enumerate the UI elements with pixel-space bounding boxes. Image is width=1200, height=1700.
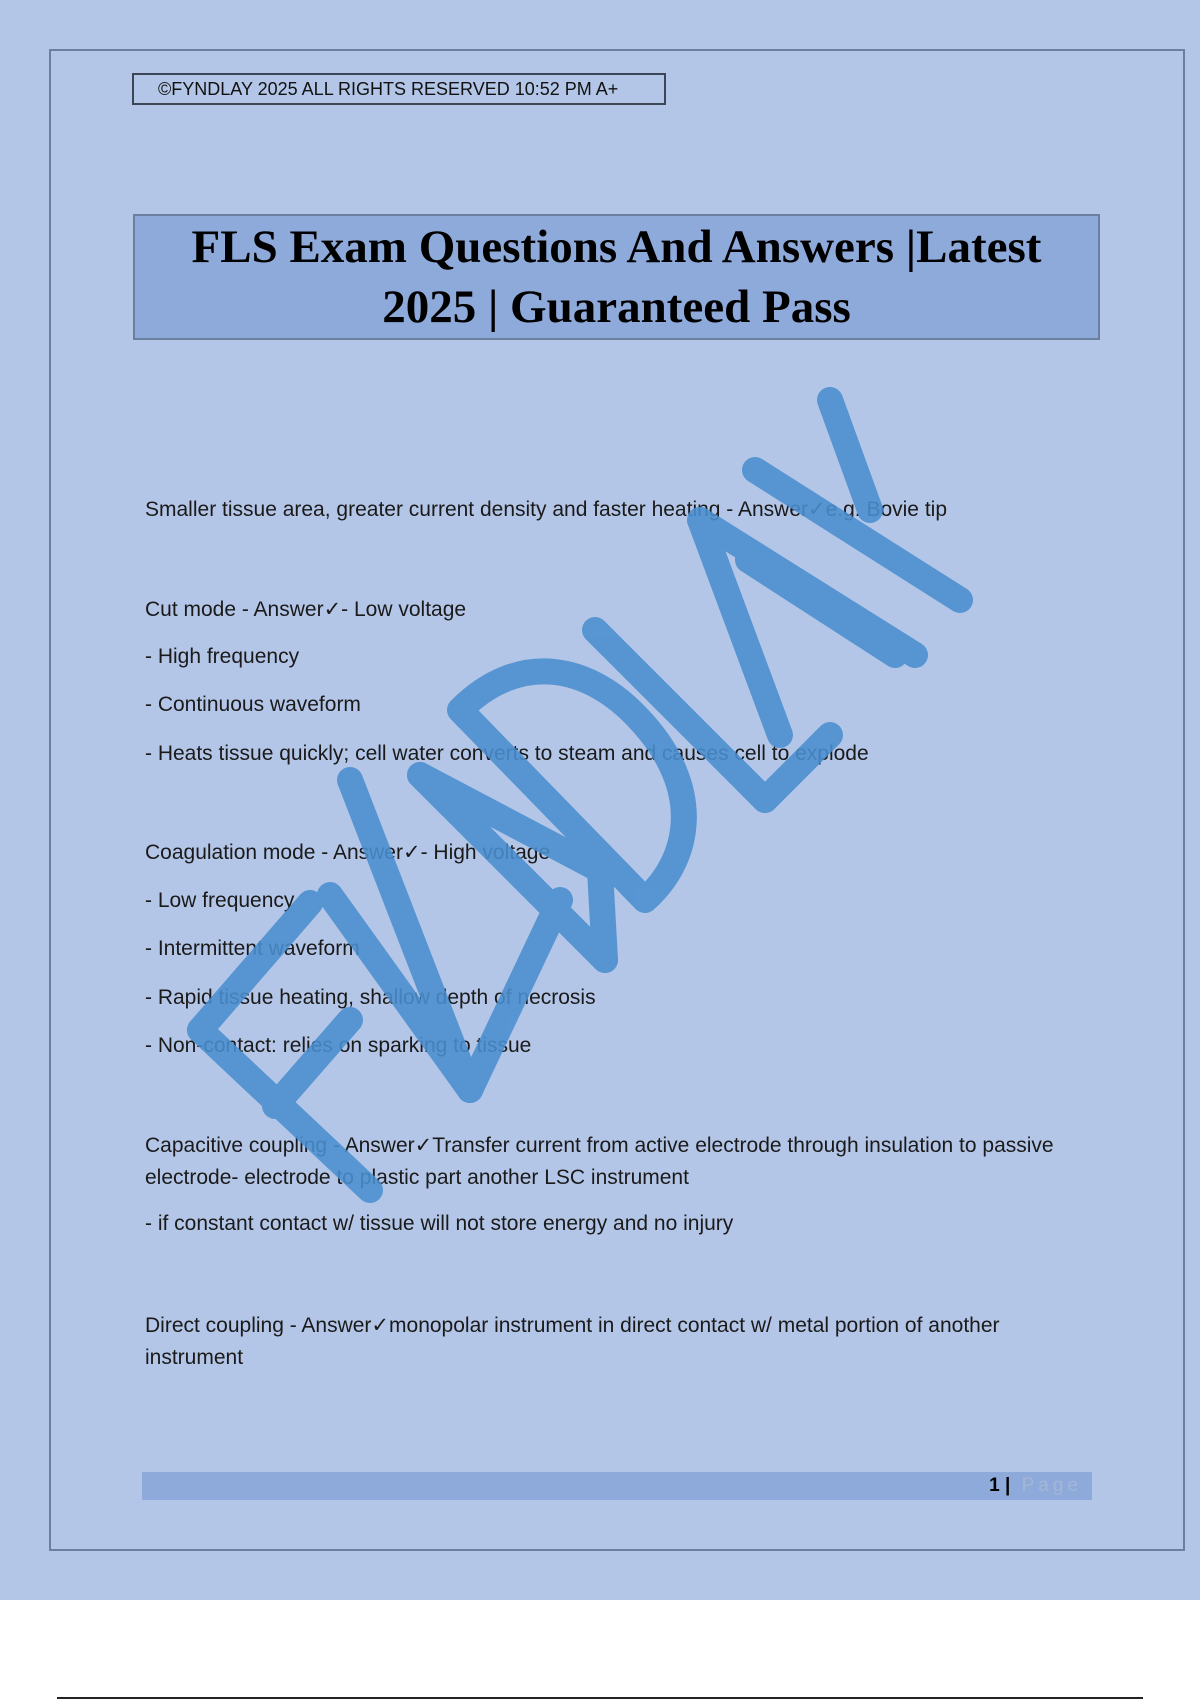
qa-line-2: Cut mode - Answer✓- Low voltage	[145, 598, 467, 621]
copyright-header: ©FYNDLAY 2025 ALL RIGHTS RESERVED 10:52 PM A+	[132, 73, 666, 105]
qa-line-7: - Low frequency	[145, 889, 295, 912]
qa-line-9: - Rapid tissue heating, shallow depth of necrosis	[145, 986, 596, 1009]
page-number	[989, 1472, 1082, 1500]
document-title	[192, 217, 1042, 337]
page-label: Page	[1021, 1475, 1082, 1496]
qa-line-5: - Heats tissue quickly; cell water converts to steam and causes cell to explode	[145, 742, 869, 765]
qa-line-8: - Intermittent waveform	[145, 937, 360, 960]
qa-line-3: - High frequency	[145, 645, 300, 668]
title-line-1: FLS Exam Questions And Answers |Latest	[191, 221, 1042, 273]
page-separator: |	[1005, 1475, 1011, 1496]
title-line-2: 2025 | Guaranteed Pass	[382, 281, 851, 333]
footer-bar	[142, 1472, 1092, 1500]
qa-line-6: Coagulation mode - Answer✓- High voltage	[145, 841, 551, 864]
title-box	[133, 214, 1100, 340]
qa-line-13: Direct coupling - Answer✓monopolar instrument in direct contact w/ metal portion of another instrument	[145, 1314, 1000, 1369]
qa-line-12: - if constant contact w/ tissue will not store energy and no injury	[145, 1212, 734, 1235]
qa-line-10: - Non-contact: relies on sparking to tissue	[145, 1034, 532, 1057]
qa-line-4: - Continuous waveform	[145, 693, 361, 716]
bottom-divider	[57, 1697, 1143, 1699]
qa-line-1: Smaller tissue area, greater current density and faster heating - Answer✓e.g. Bovie tip	[145, 498, 947, 521]
qa-line-11: Capacitive coupling - Answer✓Transfer current from active electrode through insulation to passive electrode- electrode to plastic part another LSC instrument	[145, 1134, 1054, 1189]
page-number-value: 1	[989, 1475, 1000, 1496]
